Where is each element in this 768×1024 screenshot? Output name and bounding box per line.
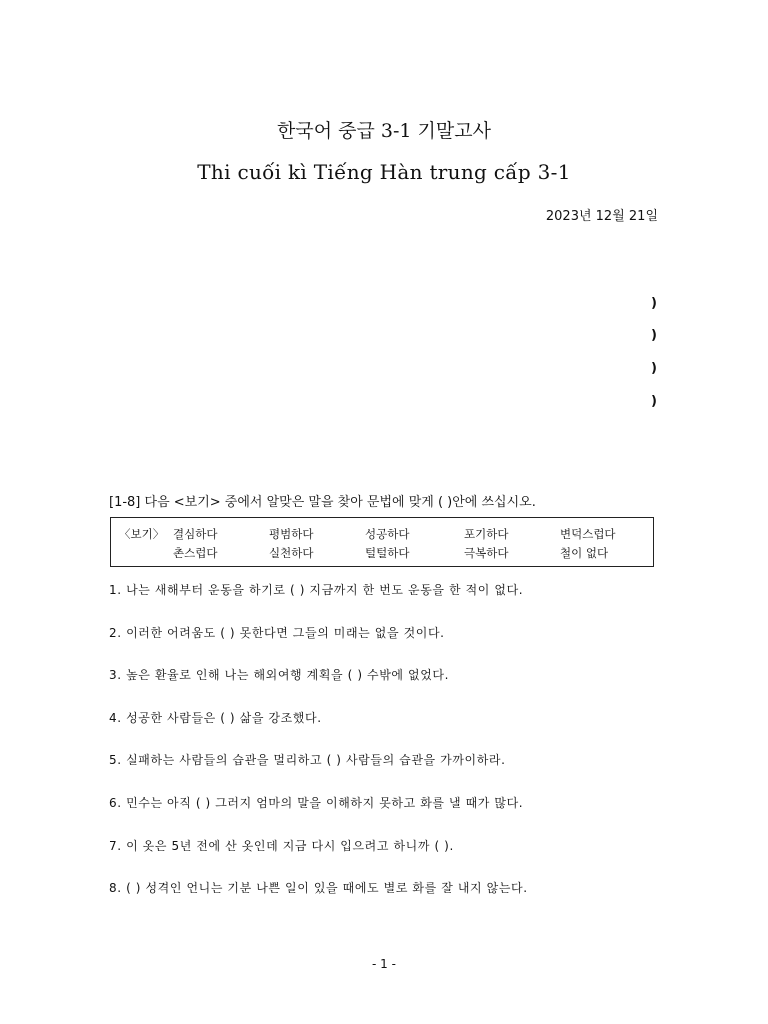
word-bank-item: 털털하다 <box>365 546 410 560</box>
word-bank-item: 성공하다 <box>365 527 410 541</box>
word-bank-item: 포기하다 <box>464 527 509 541</box>
word-bank-item: 철이 없다 <box>560 546 609 560</box>
word-bank-item: 극복하다 <box>464 546 509 560</box>
section-instruction: [1-8] 다음 <보기> 중에서 알맞은 말을 찾아 문법에 맞게 ( )안에 쓰십시오. <box>109 495 536 510</box>
field-close-paren: ) <box>651 328 657 343</box>
word-bank-item: 평범하다 <box>269 527 314 541</box>
field-close-paren: ) <box>651 394 657 409</box>
word-bank-item: 실천하다 <box>269 546 314 560</box>
field-close-paren: ) <box>651 296 657 311</box>
question-4: 4. 성공한 사람들은 ( ) 삶을 강조했다. <box>109 711 322 725</box>
question-1: 1. 나는 새해부터 운동을 하기로 ( ) 지금까지 한 번도 운동을 한 적이 없다. <box>109 583 524 597</box>
word-bank-label: 〈보기〉 <box>119 527 165 541</box>
word-bank-item: 변덕스럽다 <box>560 527 616 541</box>
question-8: 8. ( ) 성격인 언니는 기분 나쁜 일이 있을 때에도 별로 화를 잘 내지 않는다. <box>109 881 528 895</box>
word-bank-box <box>110 517 654 567</box>
question-3: 3. 높은 환율로 인해 나는 해외여행 계획을 ( ) 수밖에 없었다. <box>109 668 449 682</box>
question-6: 6. 민수는 아직 ( ) 그러지 엄마의 말을 이해하지 못하고 화를 낼 때가 많다. <box>109 796 524 810</box>
question-7: 7. 이 옷은 5년 전에 산 옷인데 지금 다시 입으려고 하니까 ( ). <box>109 839 454 853</box>
word-bank-item: 촌스럽다 <box>173 546 218 560</box>
question-2: 2. 이러한 어려움도 ( ) 못한다면 그들의 미래는 없을 것이다. <box>109 626 445 640</box>
question-5: 5. 실패하는 사람들의 습관을 멀리하고 ( ) 사람들의 습관을 가까이하라. <box>109 753 506 767</box>
exam-title-vietnamese: Thi cuối kì Tiếng Hàn trung cấp 3-1 <box>197 160 571 184</box>
exam-date: 2023년 12월 21일 <box>545 209 658 224</box>
field-close-paren: ) <box>651 361 657 376</box>
page-number: - 1 - <box>372 957 396 971</box>
exam-title-korean: 한국어 중급 3-1 기말고사 <box>277 120 491 142</box>
word-bank-item: 결심하다 <box>173 527 218 541</box>
